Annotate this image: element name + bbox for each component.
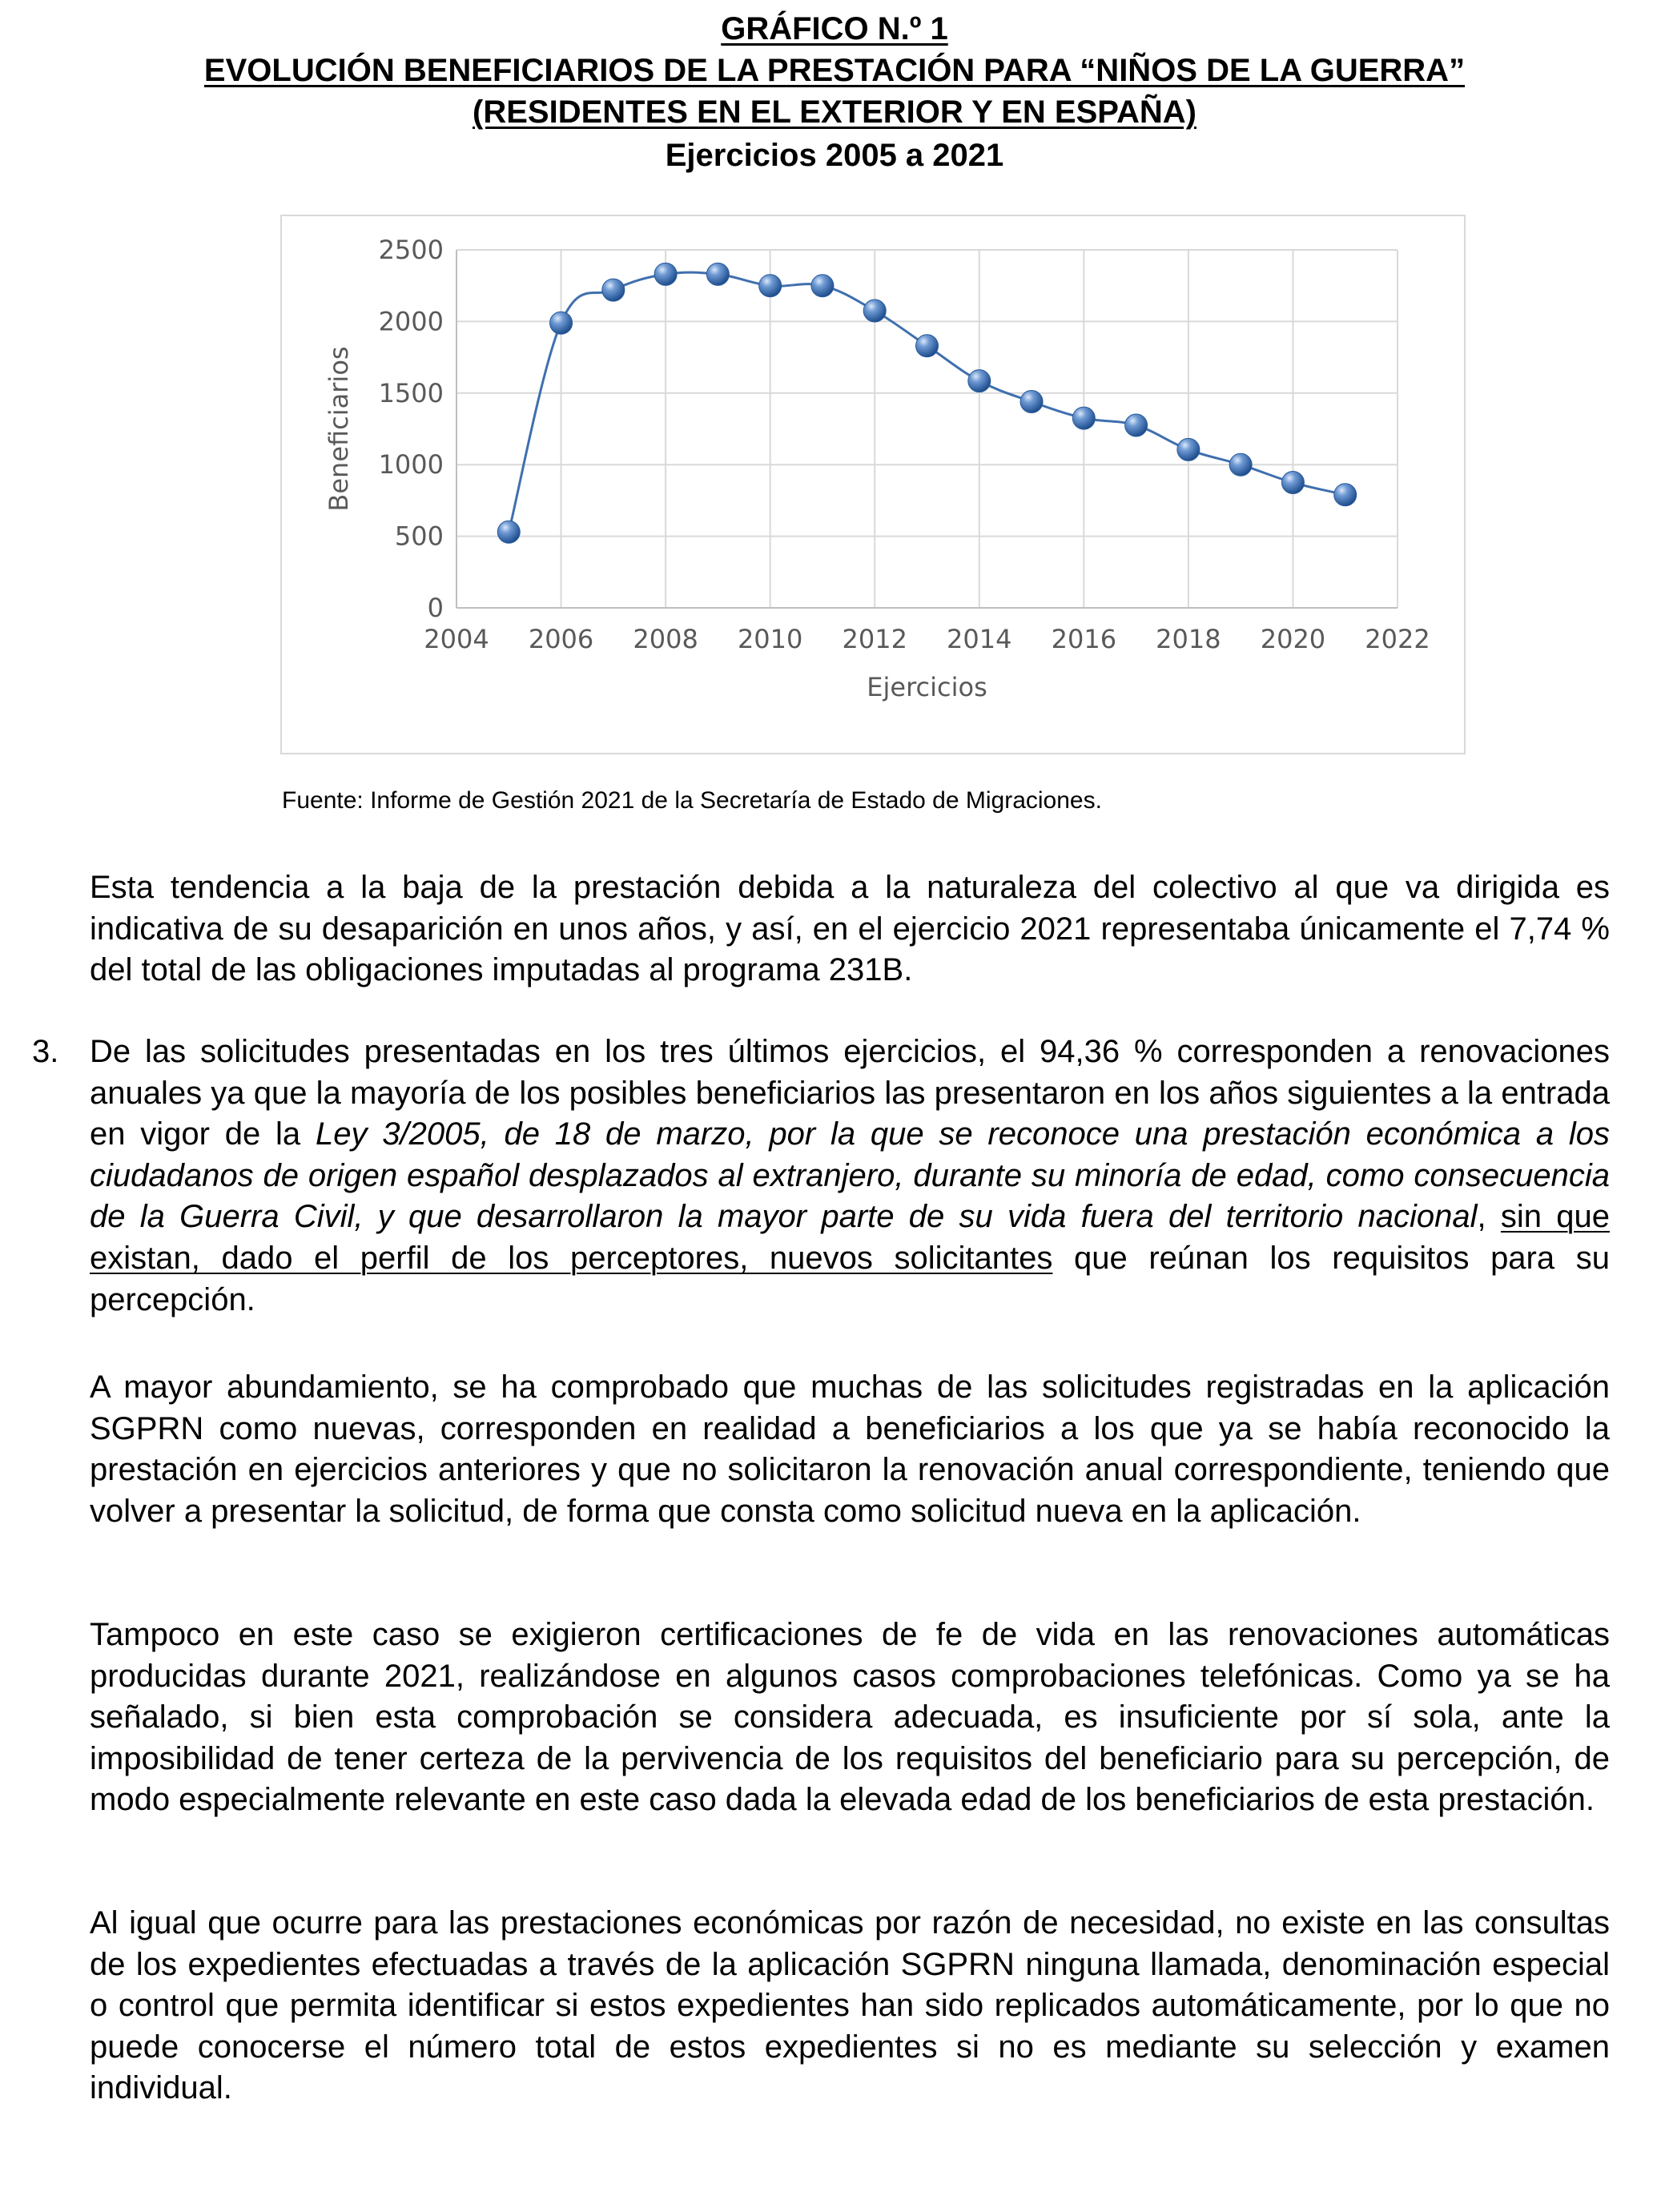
data-point-2017: [1125, 414, 1148, 436]
chart-source: Fuente: Informe de Gestión 2021 de la Secretaría de Estado de Migraciones.: [282, 787, 1102, 814]
x-tick-label: 2010: [737, 624, 803, 654]
data-point-2020: [1281, 472, 1304, 494]
paragraph-fe-de-vida: Tampoco en este caso se exigieron certificaciones de fe de vida en las renovaciones automáticas producidas durante 2021, realizándose en algunos casos comprobaciones telefónicas. Como ya se ha señalado, si bien esta comprobación se considera adecuada, es insuficiente por sí sola, ante la imposibilidad de tener certeza de la pervivencia de los requisitos del beneficiario para su percepción, de modo especialmente relevante en este caso dada la elevada edad de los beneficiarios de esta prestación.: [90, 1617, 1610, 1818]
data-point-2021: [1334, 484, 1357, 506]
x-tick-label: 2014: [947, 624, 1012, 654]
law-citation: Ley 3/2005, de 18 de marzo, por la que se reconoce una prestación económica a los ciudadanos de origen español desplazados al extranjero, durante su minoría de edad, como consecuencia de la Guerra Civil, y que desarrollaron la mayor parte de su vida fuera del territorio nacional: [90, 1116, 1610, 1235]
list-number-3: 3.: [32, 1034, 59, 1069]
data-point-2016: [1072, 407, 1095, 429]
data-point-2010: [759, 275, 782, 297]
figure-period: Ejercicios 2005 a 2021: [665, 138, 1004, 173]
data-point-2007: [602, 279, 625, 301]
paragraph-trend: Esta tendencia a la baja de la prestación debida a la naturaleza del colectivo al que va dirigida es indicativa de su desaparición en unos años, y así, en el ejercicio 2021 representaba únicamente el 7,74 % del total de las obligaciones imputadas al programa 231B.: [90, 870, 1610, 988]
x-tick-label: 2004: [424, 624, 489, 654]
data-point-2005: [497, 521, 520, 543]
figure-subtitle: (RESIDENTES EN EL EXTERIOR Y EN ESPAÑA): [473, 95, 1196, 130]
y-axis-title: Beneficiarios: [324, 346, 354, 512]
item3-text-c: que reúnan los requisitos para su percepción.: [90, 1240, 1610, 1317]
x-tick-label: 2016: [1051, 624, 1117, 654]
figure-number: GRÁFICO N.º 1: [721, 11, 948, 46]
x-tick-label: 2006: [528, 624, 594, 654]
data-point-2019: [1229, 453, 1252, 476]
data-point-2009: [706, 263, 729, 285]
data-point-2015: [1020, 391, 1043, 413]
y-tick-label: 0: [427, 593, 444, 623]
underlined-phrase: sin que existan, dado el perfil de los perceptores, nuevos solicitantes: [90, 1199, 1611, 1276]
y-tick-label: 500: [394, 521, 444, 552]
y-tick-label: 2500: [378, 235, 444, 265]
y-tick-label: 1000: [378, 449, 444, 481]
y-tick-label: 2000: [378, 306, 444, 337]
data-point-2008: [654, 263, 677, 285]
data-point-2014: [968, 370, 991, 392]
data-point-2012: [863, 300, 886, 322]
x-tick-label: 2022: [1365, 624, 1430, 654]
paragraph-abundamiento: A mayor abundamiento, se ha comprobado que muchas de las solicitudes registradas en la aplicación SGPRN como nuevas, corresponden en realidad a beneficiarios a los que ya se había reconocido la prestación en ejercicios anteriores y que no solicitaron la renovación anual correspondiente, teniendo que volver a presentar la solicitud, de forma que consta como solicitud nueva en la aplicación.: [90, 1369, 1610, 1529]
item3-text-b: ,: [1477, 1199, 1501, 1235]
x-tick-label: 2018: [1156, 624, 1221, 654]
data-point-2006: [550, 312, 573, 334]
y-tick-label: 1500: [378, 377, 444, 408]
list-item-3: [90, 1032, 1610, 1321]
data-point-2011: [811, 275, 834, 297]
x-axis-title: Ejercicios: [867, 672, 987, 702]
paragraph-sgprn: Al igual que ocurre para las prestaciones económicas por razón de necesidad, no existe en las consultas de los expedientes efectuadas a través de la aplicación SGPRN ninguna llamada, denominación especial o control que permita identificar si estos expedientes han sido replicados automáticamente, por lo que no puede conocerse el número total de estos expedientes si no es mediante su selección y examen individual.: [90, 1905, 1610, 2106]
figure-title: EVOLUCIÓN BENEFICIARIOS DE LA PRESTACIÓN PARA “NIÑOS DE LA GUERRA”: [203, 53, 1466, 88]
x-tick-label: 2008: [633, 624, 698, 654]
data-point-2013: [916, 335, 939, 357]
data-point-2018: [1177, 438, 1200, 460]
line-chart: [280, 215, 1466, 754]
x-tick-label: 2012: [842, 624, 907, 654]
item3-text-a: De las solicitudes presentadas en los tres últimos ejercicios, el 94,36 % corresponden a renovaciones anuales ya que la mayoría de los posibles beneficiarios las presentaron en los años siguientes a la entrada en vigor de la: [90, 1034, 1610, 1152]
x-tick-label: 2020: [1260, 624, 1326, 654]
